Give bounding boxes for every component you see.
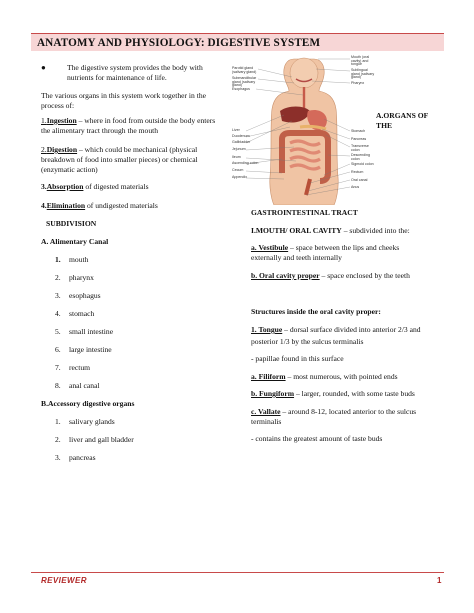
figure-label: Oral canal: [351, 178, 368, 182]
vallate-def: [251, 407, 416, 417]
list-label: liver and gall bladder: [69, 435, 134, 444]
list-label: pharynx: [69, 273, 94, 282]
list-num: 1.: [55, 417, 61, 426]
figure-label: Rectum: [351, 170, 364, 174]
tongue-def: [251, 325, 421, 335]
figure-label: Mouth (oral cavity) and tongue: [351, 55, 370, 67]
figure-label: Cecum: [232, 168, 244, 172]
taste-note: - contains the greatest amount of taste buds: [251, 434, 383, 443]
list-num: 4.: [55, 309, 61, 318]
accessory-heading: B.Accessory digestive organs: [41, 399, 135, 408]
figure-label: Parotid gland (salivary gland): [232, 66, 257, 74]
process-num: 2.: [41, 145, 47, 154]
vestibule-def-line-2: externally and teeth internally: [251, 253, 342, 262]
vallate-text: – around 8-12, located anterior to the sulcus: [280, 407, 417, 416]
list-num: 5.: [55, 327, 61, 336]
bullet-dot-icon: ●: [41, 63, 46, 72]
process-absorption: [41, 182, 149, 192]
papillae-note: - papillae found in this surface: [251, 354, 344, 363]
process-digestion-line-2: breakdown of food into smaller pieces) or chemical: [41, 155, 198, 164]
figure-label: Pancreas: [351, 137, 367, 141]
fungiform-text: – larger, rounded, with some taste buds: [294, 389, 415, 398]
figure-label: Ascending colon: [232, 161, 259, 165]
list-label: pancreas: [69, 453, 96, 462]
list-num: 2.: [55, 435, 61, 444]
figure-label: Esophagus: [232, 87, 250, 91]
vallate-term: c. Vallate: [251, 407, 281, 416]
mouth-heading-rest: – subdivided into the:: [341, 226, 410, 235]
process-num: 1.: [41, 116, 47, 125]
filiform-term: a. Filiform: [251, 372, 286, 381]
oral-proper-term: b. Oral cavity proper: [251, 271, 320, 280]
oral-proper-text: – space enclosed by the teeth: [319, 271, 410, 280]
process-ingestion: [41, 116, 215, 126]
fungiform-term: b. Fungiform: [251, 389, 295, 398]
vestibule-text: – space between the lips and cheeks: [288, 243, 400, 252]
figure-label: Sublingual gland (salivary gland): [351, 68, 375, 80]
figure-label: Appendix: [232, 175, 247, 179]
vestibule-def: [251, 243, 399, 253]
title-bar: [31, 33, 444, 51]
figure-label: Duodenum: [232, 134, 250, 138]
page-number: 1: [437, 576, 442, 585]
list-label: salivary glands: [69, 417, 115, 426]
figure-label: Stomach: [351, 129, 366, 133]
process-text: of undigested materials: [85, 201, 158, 210]
process-digestion-line-3: (enzymatic action): [41, 165, 98, 174]
footer-divider: [31, 572, 444, 573]
process-num: 3.: [41, 182, 47, 191]
list-label: small intestine: [69, 327, 114, 336]
intro-line-1: The digestive system provides the body with: [67, 63, 203, 72]
mouth-heading-term: I.MOUTH/ ORAL CAVITY: [251, 226, 342, 235]
mouth-heading: [251, 226, 410, 236]
process-num: 4.: [41, 201, 47, 210]
oral-proper-def: [251, 271, 410, 281]
process-intro-line-1: The various organs in this system work together in the: [41, 91, 206, 100]
process-ingestion-line-2: the alimentary tract through the mouth: [41, 126, 159, 135]
organs-heading-line-1: A.ORGANS OF: [376, 111, 429, 120]
figure-label: Pharynx: [351, 81, 365, 85]
process-text: of digested materials: [83, 182, 149, 191]
list-label: rectum: [69, 363, 91, 372]
tongue-def-line-2: posterior 1/3 by the sulcus terminalis: [251, 337, 364, 346]
figure-label: Sigmoid colon: [351, 162, 374, 166]
tongue-term: 1. Tongue: [251, 325, 283, 334]
tongue-text: – dorsal surface divided into anterior 2/3 and: [282, 325, 421, 334]
filiform-def: [251, 372, 398, 382]
subdivision-heading: SUBDIVISION: [46, 219, 97, 228]
vestibule-term: a. Vestibule: [251, 243, 289, 252]
process-text: – which could be mechanical (physical: [77, 145, 198, 154]
figure-label: Jejunum: [232, 147, 246, 151]
figure-label: Gallbladder: [232, 140, 251, 144]
vallate-def-line-2: terminalis: [251, 417, 282, 426]
list-num: 8.: [55, 381, 61, 390]
footer-label: REVIEWER: [41, 576, 87, 585]
figure-label: Ileum: [232, 155, 241, 159]
list-num: 6.: [55, 345, 61, 354]
list-label: esophagus: [69, 291, 101, 300]
list-num: 1.: [55, 255, 61, 264]
git-heading: GASTROINTESTINAL TRACT: [251, 208, 358, 217]
digestive-system-figure: [234, 55, 374, 205]
process-term: Elimination: [46, 201, 86, 210]
list-num: 3.: [55, 291, 61, 300]
figure-label: Liver: [232, 128, 240, 132]
process-digestion: [41, 145, 197, 155]
list-num: 2.: [55, 273, 61, 282]
list-label: large intestine: [69, 345, 112, 354]
process-term: Digestion: [46, 145, 78, 154]
list-label: stomach: [69, 309, 95, 318]
list-label: anal canal: [69, 381, 100, 390]
process-elimination: [41, 201, 158, 211]
filiform-text: – most numerous, with pointed ends: [285, 372, 398, 381]
process-text: – where in food from outside the body enters: [76, 116, 216, 125]
process-term: Ingestion: [46, 116, 77, 125]
alimentary-heading: A. Alimentary Canal: [41, 237, 109, 246]
organs-heading-line-2: THE: [376, 121, 393, 130]
intro-line-2: nutrients for maintenance of life.: [67, 73, 167, 82]
figure-label: Descending colon: [351, 153, 370, 161]
page-title: ANATOMY AND PHYSIOLOGY: DIGESTIVE SYSTEM: [37, 37, 321, 49]
process-term: Absorption: [46, 182, 84, 191]
figure-label: Submandibular gland (salivary gland): [232, 76, 257, 88]
structures-heading: Structures inside the oral cavity proper:: [251, 307, 381, 316]
fungiform-def: [251, 389, 415, 399]
figure-label: Anus: [351, 185, 360, 189]
process-intro-line-2: process of:: [41, 101, 75, 110]
list-label: mouth: [69, 255, 89, 264]
list-num: 7.: [55, 363, 61, 372]
figure-label: Transverse colon: [351, 144, 369, 152]
list-num: 3.: [55, 453, 61, 462]
